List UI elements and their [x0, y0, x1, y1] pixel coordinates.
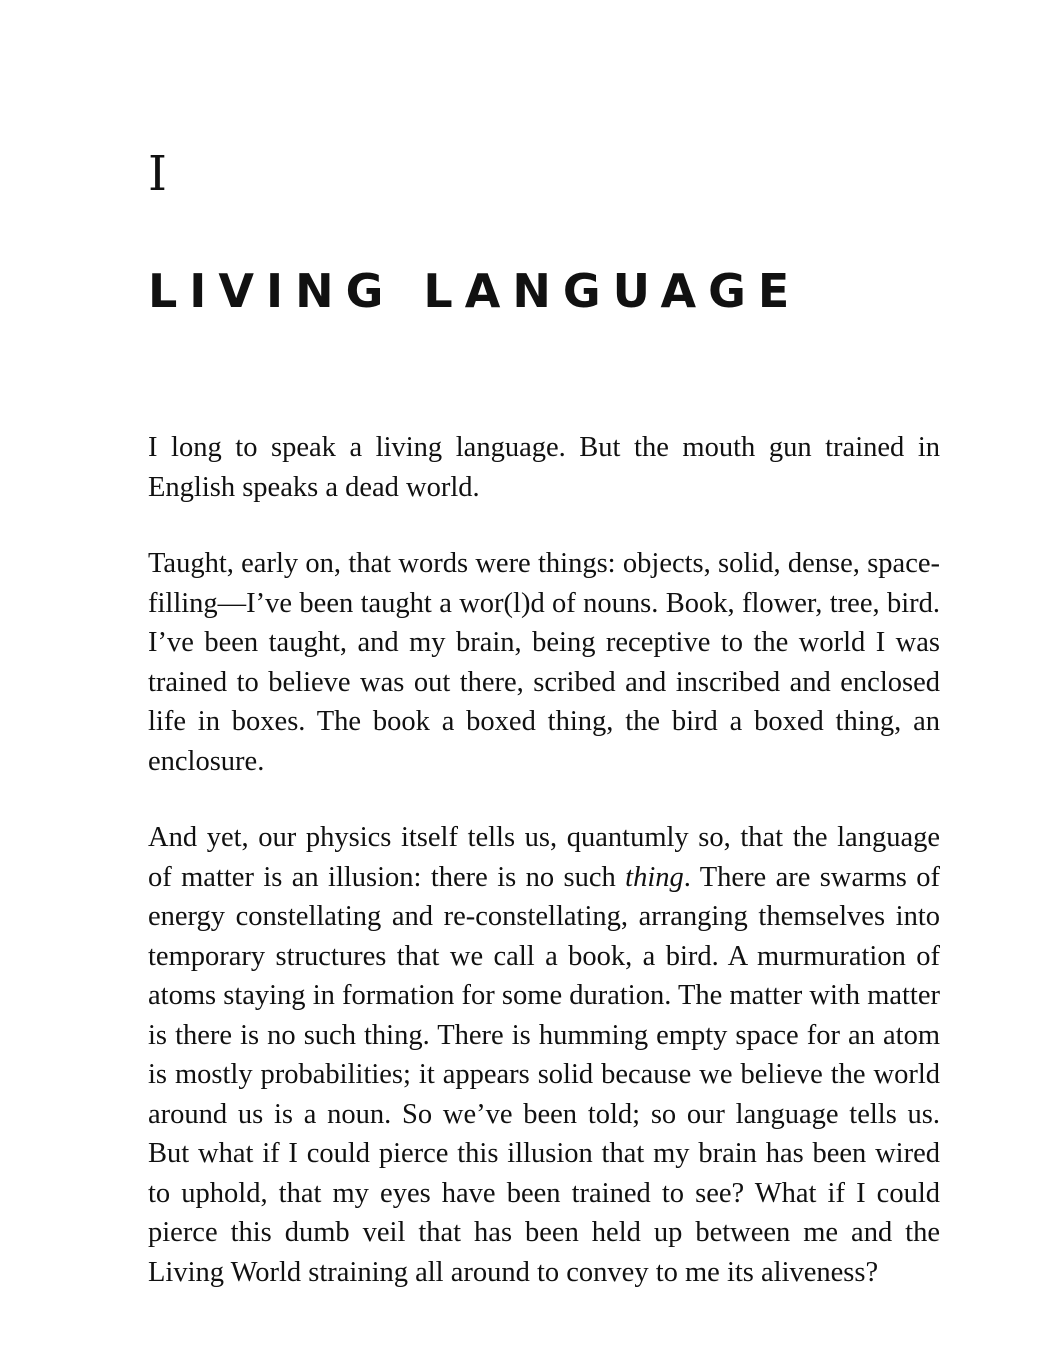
- paragraph-3: [148, 818, 940, 1292]
- chapter-number: I: [148, 146, 167, 202]
- paragraph-2: Taught, early on, that words were things: objects, solid, dense, space-filling—I’ve been taught a wor(l)d of nouns. Book, flower, tree, bird. I’ve been taught, and my brain, being receptive to the world I was trained to believe was out there, scribed and inscribed and enclosed life in boxes. The book a boxed thing, the bird a boxed thing, an enclosure.: [148, 548, 940, 777]
- chapter-title: LIVING LANGUAGE: [148, 264, 802, 318]
- paragraph-1: I long to speak a living language. But the mouth gun trained in English speaks a dead world.: [148, 432, 940, 503]
- emphasized-word: thing: [625, 861, 684, 893]
- paragraph-3-text-start: And yet, our physics itself tells us, quantumly so, that the language of matter is an illusion: there is no such: [148, 822, 940, 893]
- paragraph-3-text-end: . There are swarms of energy constellating and re-constellating, arranging themselves into temporary structures that we call a book, a bird. A murmuration of atoms staying in formation for some duration. The matter with matter is there is no such thing. There is humming empty space for an atom is mostly probabilities; it appears solid because we believe the world around us is a noun. So we’ve been told; so our language tells us. But what if I could pierce this illusion that my brain has been wired to uphold, that my eyes have been trained to see? What if I could pierce this dumb veil that has been held up between me and the Living World straining all around to convey to me its aliveness?: [148, 861, 940, 1288]
- chapter-body: [148, 428, 940, 1292]
